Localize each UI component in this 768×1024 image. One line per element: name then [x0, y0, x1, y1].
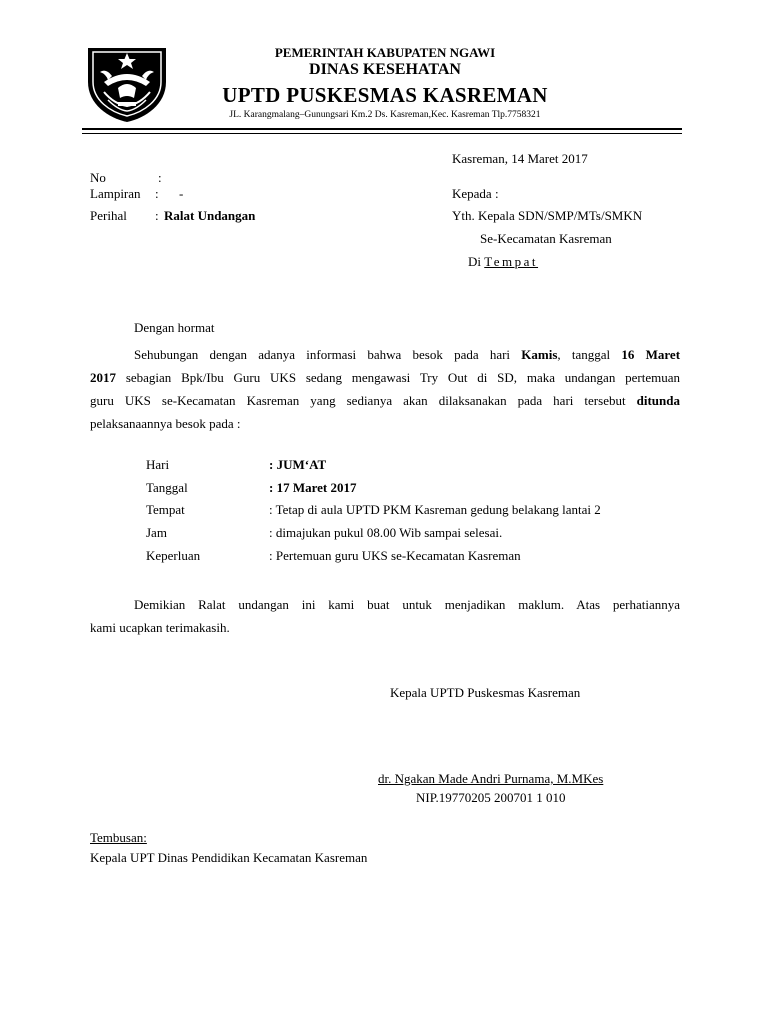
detail-value: : Pertemuan guru UKS se-Kecamatan Kasreman	[269, 548, 521, 563]
cc-label: Tembusan:	[90, 830, 147, 845]
detail-label: Keperluan	[146, 548, 201, 563]
closing-line-1: Demikian Ralat undangan ini kami buat untuk menjadikan maklum. Atas perhatiannya	[134, 597, 680, 612]
perihal-value: Ralat Undangan	[164, 208, 256, 223]
recipient-line-2: Se-Kecamatan Kasreman	[480, 231, 612, 246]
header-rule-thin	[82, 133, 682, 134]
detail-value: : Tetap di aula UPTD PKM Kasreman gedung belakang lantai 2	[269, 502, 601, 517]
header-rule-thick	[82, 128, 682, 130]
recipient-line-1: Yth. Kepala SDN/SMP/MTs/SMKN	[452, 208, 643, 223]
paragraph-line-2: 2017 sebagian Bpk/Ibu Guru UKS sedang mengawasi Try Out di SD, maka undangan pertemuan	[90, 370, 680, 385]
ditunda-word: ditunda	[636, 393, 681, 408]
paragraph-line-4: pelaksanaannya besok pada :	[90, 416, 241, 431]
date-bold-a: 16 Maret	[621, 347, 681, 362]
signatory-nip: NIP.19770205 200701 1 010	[416, 790, 566, 805]
detail-label: Tanggal	[146, 480, 188, 495]
recipient-place	[468, 254, 538, 270]
cc-item: Kepala UPT Dinas Pendidikan Kecamatan Kasreman	[90, 850, 368, 865]
date-bold-b: 2017	[90, 370, 116, 385]
place-date: Kasreman, 14 Maret 2017	[452, 151, 588, 166]
paragraph-line-3: guru UKS se-Kecamatan Kasreman yang sedianya akan dilaksanakan pada hari tersebut ditunda	[90, 393, 681, 408]
government-line: PEMERINTAH KABUPATEN NGAWI	[274, 45, 496, 60]
perihal-label: Perihal	[90, 208, 127, 223]
day-kamis: Kamis	[521, 347, 558, 362]
tempat-label: Tempat	[484, 254, 539, 269]
no-label: No	[90, 170, 106, 185]
detail-value: : 17 Maret 2017	[269, 480, 357, 495]
closing-line-2: kami ucapkan terimakasih.	[90, 620, 230, 635]
no-colon: :	[158, 170, 162, 185]
department-line: DINAS KESEHATAN	[309, 61, 461, 78]
regency-emblem-icon	[84, 38, 170, 124]
detail-value: : dimajukan pukul 08.00 Wib sampai selesai.	[269, 525, 503, 540]
lampiran-label: Lampiran	[90, 186, 141, 201]
detail-label: Tempat	[146, 502, 185, 517]
signatory-title: Kepala UPTD Puskesmas Kasreman	[390, 685, 581, 700]
perihal-colon: :	[155, 208, 159, 223]
paragraph-main	[90, 343, 680, 435]
greeting: Dengan hormat	[134, 320, 215, 335]
signatory-name: dr. Ngakan Made Andri Purnama, M.MKes	[378, 771, 604, 786]
detail-value: : JUM‘AT	[269, 457, 327, 472]
kepada-label: Kepada :	[452, 186, 499, 201]
detail-label: Hari	[146, 457, 170, 472]
di-label: Di	[468, 254, 481, 269]
lampiran-colon: :	[155, 186, 159, 201]
paragraph-closing	[90, 593, 680, 639]
lampiran-value: -	[179, 186, 184, 201]
paragraph-line-1: Sehubungan dengan adanya informasi bahwa besok pada hari Kamis, tanggal 16 Maret	[134, 347, 681, 362]
detail-label: Jam	[146, 525, 167, 540]
institution-name: UPTD PUSKESMAS KASREMAN	[222, 83, 548, 107]
institution-address: JL. Karangmalang–Gunungsari Km.2 Ds. Kasreman,Kec. Kasreman Tlp.7758321	[229, 110, 541, 120]
